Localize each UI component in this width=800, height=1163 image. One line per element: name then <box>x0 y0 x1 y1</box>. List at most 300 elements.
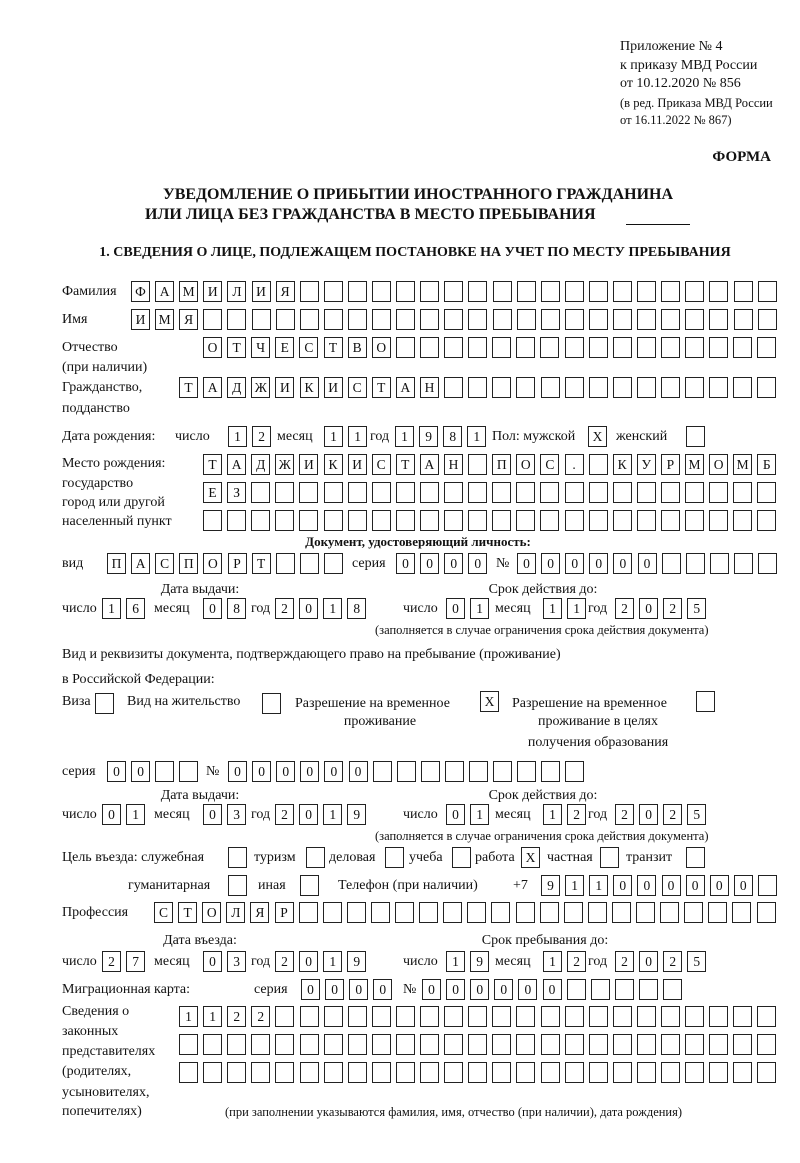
char-box[interactable] <box>639 979 658 1000</box>
char-box[interactable] <box>348 1062 367 1083</box>
char-box[interactable] <box>637 377 656 398</box>
char-box[interactable]: К <box>300 377 319 398</box>
char-box[interactable]: 1 <box>543 804 562 825</box>
char-box[interactable] <box>589 281 608 302</box>
char-box[interactable] <box>709 510 728 531</box>
char-box[interactable]: Е <box>203 482 222 503</box>
char-box[interactable]: 0 <box>710 875 729 896</box>
char-box[interactable]: 1 <box>567 598 586 619</box>
char-box[interactable] <box>444 510 463 531</box>
char-box[interactable] <box>758 875 777 896</box>
char-box[interactable] <box>396 1006 415 1027</box>
char-box[interactable] <box>517 761 536 782</box>
char-box[interactable]: 0 <box>494 979 513 1000</box>
char-box[interactable] <box>372 309 391 330</box>
char-box[interactable]: Л <box>226 902 245 923</box>
char-box[interactable] <box>468 510 487 531</box>
char-box[interactable] <box>637 482 656 503</box>
char-box[interactable] <box>396 510 415 531</box>
char-box[interactable]: 1 <box>565 875 584 896</box>
char-box[interactable] <box>564 902 583 923</box>
char-box[interactable] <box>324 553 343 574</box>
char-box[interactable]: А <box>420 454 439 475</box>
char-box[interactable] <box>324 281 343 302</box>
char-box[interactable]: Е <box>275 337 294 358</box>
char-box[interactable]: 1 <box>446 951 465 972</box>
checkbox[interactable] <box>228 875 247 896</box>
char-box[interactable] <box>709 1034 728 1055</box>
char-box[interactable]: О <box>203 553 222 574</box>
char-box[interactable] <box>663 979 682 1000</box>
char-box[interactable]: 1 <box>470 598 489 619</box>
char-box[interactable]: И <box>131 309 150 330</box>
char-box[interactable] <box>468 1034 487 1055</box>
char-box[interactable]: 2 <box>227 1006 246 1027</box>
char-box[interactable]: 0 <box>300 761 319 782</box>
char-box[interactable] <box>565 1034 584 1055</box>
char-box[interactable] <box>637 1062 656 1083</box>
char-box[interactable]: 0 <box>102 804 121 825</box>
char-box[interactable] <box>324 482 343 503</box>
char-box[interactable]: 1 <box>323 598 342 619</box>
char-box[interactable]: Т <box>396 454 415 475</box>
char-box[interactable]: . <box>565 454 584 475</box>
char-box[interactable]: Ж <box>275 454 294 475</box>
char-box[interactable] <box>637 337 656 358</box>
char-box[interactable]: 2 <box>663 598 682 619</box>
char-box[interactable] <box>758 281 777 302</box>
char-box[interactable]: 0 <box>446 598 465 619</box>
char-box[interactable]: 0 <box>639 951 658 972</box>
char-box[interactable]: И <box>348 454 367 475</box>
char-box[interactable] <box>397 761 416 782</box>
char-box[interactable] <box>660 902 679 923</box>
char-box[interactable]: М <box>155 309 174 330</box>
char-box[interactable] <box>709 377 728 398</box>
char-box[interactable]: 0 <box>349 761 368 782</box>
char-box[interactable] <box>372 510 391 531</box>
char-box[interactable] <box>300 309 319 330</box>
char-box[interactable]: О <box>709 454 728 475</box>
char-box[interactable] <box>733 1034 752 1055</box>
char-box[interactable]: Н <box>444 454 463 475</box>
char-box[interactable]: 0 <box>324 761 343 782</box>
char-box[interactable] <box>613 482 632 503</box>
char-box[interactable] <box>396 1034 415 1055</box>
char-box[interactable]: 3 <box>227 951 246 972</box>
char-box[interactable]: 8 <box>347 598 366 619</box>
char-box[interactable] <box>203 1062 222 1083</box>
char-box[interactable]: А <box>203 377 222 398</box>
char-box[interactable]: 7 <box>126 951 145 972</box>
checkbox[interactable]: X <box>588 426 607 447</box>
char-box[interactable] <box>468 482 487 503</box>
char-box[interactable] <box>445 761 464 782</box>
char-box[interactable] <box>613 281 632 302</box>
char-box[interactable]: 1 <box>102 598 121 619</box>
char-box[interactable] <box>179 1062 198 1083</box>
char-box[interactable] <box>492 337 511 358</box>
char-box[interactable] <box>323 902 342 923</box>
char-box[interactable] <box>757 377 776 398</box>
char-box[interactable] <box>300 1034 319 1055</box>
char-box[interactable] <box>591 979 610 1000</box>
char-box[interactable] <box>299 902 318 923</box>
char-box[interactable]: С <box>155 553 174 574</box>
char-box[interactable] <box>372 281 391 302</box>
char-box[interactable]: И <box>324 377 343 398</box>
char-box[interactable]: 2 <box>615 598 634 619</box>
char-box[interactable]: 0 <box>301 979 320 1000</box>
char-box[interactable]: 0 <box>470 979 489 1000</box>
char-box[interactable] <box>444 309 463 330</box>
char-box[interactable] <box>661 510 680 531</box>
char-box[interactable] <box>636 902 655 923</box>
checkbox[interactable] <box>686 426 705 447</box>
char-box[interactable] <box>373 761 392 782</box>
char-box[interactable] <box>444 281 463 302</box>
char-box[interactable]: О <box>372 337 391 358</box>
char-box[interactable] <box>734 553 753 574</box>
char-box[interactable] <box>419 902 438 923</box>
char-box[interactable]: 2 <box>663 804 682 825</box>
char-box[interactable]: Б <box>757 454 776 475</box>
char-box[interactable] <box>709 1006 728 1027</box>
char-box[interactable] <box>420 281 439 302</box>
checkbox[interactable] <box>686 847 705 868</box>
char-box[interactable] <box>613 1062 632 1083</box>
char-box[interactable] <box>589 1034 608 1055</box>
char-box[interactable]: Ф <box>131 281 150 302</box>
checkbox[interactable] <box>95 693 114 714</box>
char-box[interactable]: 1 <box>543 598 562 619</box>
char-box[interactable]: И <box>299 454 318 475</box>
char-box[interactable]: А <box>131 553 150 574</box>
char-box[interactable]: 0 <box>373 979 392 1000</box>
char-box[interactable] <box>637 309 656 330</box>
char-box[interactable] <box>540 510 559 531</box>
char-box[interactable] <box>276 309 295 330</box>
char-box[interactable] <box>468 337 487 358</box>
char-box[interactable] <box>661 482 680 503</box>
char-box[interactable] <box>709 309 728 330</box>
char-box[interactable]: И <box>252 281 271 302</box>
char-box[interactable]: 2 <box>615 804 634 825</box>
char-box[interactable] <box>275 1062 294 1083</box>
checkbox[interactable]: X <box>480 691 499 712</box>
char-box[interactable] <box>276 553 295 574</box>
char-box[interactable] <box>516 902 535 923</box>
char-box[interactable]: П <box>107 553 126 574</box>
char-box[interactable] <box>252 309 271 330</box>
char-box[interactable]: 1 <box>323 804 342 825</box>
char-box[interactable] <box>565 1062 584 1083</box>
char-box[interactable] <box>420 510 439 531</box>
char-box[interactable] <box>733 1062 752 1083</box>
char-box[interactable] <box>179 761 198 782</box>
char-box[interactable]: 0 <box>299 804 318 825</box>
char-box[interactable] <box>493 281 512 302</box>
char-box[interactable]: С <box>299 337 318 358</box>
char-box[interactable] <box>613 510 632 531</box>
char-box[interactable] <box>732 902 751 923</box>
char-box[interactable]: Д <box>227 377 246 398</box>
place-of-stay-blank[interactable] <box>626 224 690 225</box>
char-box[interactable]: Т <box>227 337 246 358</box>
char-box[interactable] <box>324 1034 343 1055</box>
char-box[interactable] <box>492 1006 511 1027</box>
char-box[interactable] <box>324 1062 343 1083</box>
char-box[interactable]: 0 <box>422 979 441 1000</box>
char-box[interactable] <box>710 553 729 574</box>
char-box[interactable]: 8 <box>443 426 462 447</box>
char-box[interactable] <box>324 1006 343 1027</box>
char-box[interactable] <box>612 902 631 923</box>
char-box[interactable] <box>757 1062 776 1083</box>
char-box[interactable] <box>371 902 390 923</box>
char-box[interactable] <box>757 510 776 531</box>
char-box[interactable]: 1 <box>395 426 414 447</box>
char-box[interactable] <box>685 309 704 330</box>
char-box[interactable]: 1 <box>228 426 247 447</box>
char-box[interactable] <box>757 1006 776 1027</box>
char-box[interactable]: Р <box>275 902 294 923</box>
char-box[interactable]: 9 <box>347 951 366 972</box>
char-box[interactable] <box>516 1006 535 1027</box>
char-box[interactable] <box>421 761 440 782</box>
char-box[interactable] <box>444 1062 463 1083</box>
char-box[interactable] <box>203 1034 222 1055</box>
char-box[interactable]: М <box>179 281 198 302</box>
char-box[interactable]: П <box>179 553 198 574</box>
char-box[interactable]: 0 <box>131 761 150 782</box>
char-box[interactable]: 9 <box>541 875 560 896</box>
char-box[interactable]: А <box>227 454 246 475</box>
char-box[interactable] <box>541 1006 560 1027</box>
char-box[interactable]: О <box>202 902 221 923</box>
char-box[interactable] <box>444 337 463 358</box>
char-box[interactable]: Ч <box>251 337 270 358</box>
char-box[interactable]: К <box>613 454 632 475</box>
char-box[interactable]: 0 <box>639 598 658 619</box>
char-box[interactable] <box>516 377 535 398</box>
char-box[interactable]: Р <box>661 454 680 475</box>
char-box[interactable] <box>757 482 776 503</box>
char-box[interactable] <box>420 1034 439 1055</box>
char-box[interactable]: Т <box>252 553 271 574</box>
char-box[interactable] <box>613 337 632 358</box>
char-box[interactable] <box>637 510 656 531</box>
char-box[interactable]: 0 <box>107 761 126 782</box>
char-box[interactable]: 2 <box>102 951 121 972</box>
char-box[interactable] <box>685 377 704 398</box>
char-box[interactable] <box>468 281 487 302</box>
char-box[interactable] <box>684 902 703 923</box>
char-box[interactable] <box>589 1006 608 1027</box>
checkbox[interactable] <box>452 847 471 868</box>
char-box[interactable] <box>227 1062 246 1083</box>
char-box[interactable] <box>492 1034 511 1055</box>
char-box[interactable] <box>615 979 634 1000</box>
char-box[interactable]: 2 <box>275 598 294 619</box>
char-box[interactable]: 0 <box>613 875 632 896</box>
char-box[interactable]: М <box>685 454 704 475</box>
char-box[interactable]: 1 <box>348 426 367 447</box>
char-box[interactable]: 2 <box>252 426 271 447</box>
char-box[interactable]: 0 <box>734 875 753 896</box>
char-box[interactable]: 0 <box>518 979 537 1000</box>
char-box[interactable] <box>661 1062 680 1083</box>
char-box[interactable]: 0 <box>228 761 247 782</box>
char-box[interactable] <box>275 510 294 531</box>
char-box[interactable] <box>396 482 415 503</box>
char-box[interactable] <box>300 281 319 302</box>
char-box[interactable] <box>493 309 512 330</box>
char-box[interactable] <box>468 1062 487 1083</box>
char-box[interactable]: А <box>396 377 415 398</box>
char-box[interactable]: 1 <box>467 426 486 447</box>
char-box[interactable] <box>444 1034 463 1055</box>
char-box[interactable] <box>155 761 174 782</box>
char-box[interactable] <box>396 281 415 302</box>
char-box[interactable] <box>492 377 511 398</box>
char-box[interactable] <box>661 309 680 330</box>
char-box[interactable]: 5 <box>687 598 706 619</box>
char-box[interactable]: П <box>492 454 511 475</box>
char-box[interactable]: 0 <box>203 804 222 825</box>
char-box[interactable] <box>491 902 510 923</box>
char-box[interactable] <box>420 482 439 503</box>
char-box[interactable] <box>613 377 632 398</box>
char-box[interactable] <box>757 902 776 923</box>
char-box[interactable] <box>517 281 536 302</box>
char-box[interactable]: Т <box>372 377 391 398</box>
char-box[interactable] <box>516 482 535 503</box>
char-box[interactable] <box>444 1006 463 1027</box>
char-box[interactable] <box>613 309 632 330</box>
char-box[interactable] <box>420 1062 439 1083</box>
char-box[interactable] <box>540 337 559 358</box>
char-box[interactable] <box>372 1006 391 1027</box>
char-box[interactable] <box>541 1034 560 1055</box>
char-box[interactable]: Т <box>178 902 197 923</box>
char-box[interactable] <box>420 309 439 330</box>
char-box[interactable]: 0 <box>396 553 415 574</box>
char-box[interactable] <box>348 1006 367 1027</box>
char-box[interactable] <box>709 1062 728 1083</box>
char-box[interactable]: 0 <box>639 804 658 825</box>
checkbox[interactable] <box>600 847 619 868</box>
char-box[interactable]: О <box>516 454 535 475</box>
char-box[interactable] <box>565 337 584 358</box>
checkbox[interactable]: X <box>521 847 540 868</box>
char-box[interactable] <box>275 482 294 503</box>
char-box[interactable]: 1 <box>543 951 562 972</box>
char-box[interactable] <box>565 281 584 302</box>
char-box[interactable]: 0 <box>565 553 584 574</box>
char-box[interactable] <box>396 309 415 330</box>
char-box[interactable] <box>348 510 367 531</box>
char-box[interactable] <box>661 337 680 358</box>
char-box[interactable] <box>709 337 728 358</box>
char-box[interactable]: 2 <box>251 1006 270 1027</box>
char-box[interactable] <box>300 553 319 574</box>
char-box[interactable] <box>685 281 704 302</box>
char-box[interactable]: С <box>372 454 391 475</box>
char-box[interactable] <box>347 902 366 923</box>
char-box[interactable] <box>662 553 681 574</box>
char-box[interactable] <box>637 281 656 302</box>
char-box[interactable] <box>516 337 535 358</box>
char-box[interactable] <box>348 1034 367 1055</box>
char-box[interactable]: 0 <box>203 598 222 619</box>
char-box[interactable]: 1 <box>179 1006 198 1027</box>
char-box[interactable]: 0 <box>517 553 536 574</box>
char-box[interactable] <box>758 553 777 574</box>
char-box[interactable] <box>637 1034 656 1055</box>
char-box[interactable] <box>468 1006 487 1027</box>
char-box[interactable] <box>588 902 607 923</box>
char-box[interactable]: Т <box>324 337 343 358</box>
char-box[interactable]: 3 <box>227 804 246 825</box>
char-box[interactable]: 9 <box>419 426 438 447</box>
char-box[interactable] <box>757 337 776 358</box>
char-box[interactable] <box>348 482 367 503</box>
char-box[interactable]: 1 <box>126 804 145 825</box>
char-box[interactable] <box>348 281 367 302</box>
char-box[interactable] <box>492 510 511 531</box>
char-box[interactable] <box>567 979 586 1000</box>
char-box[interactable] <box>492 1062 511 1083</box>
char-box[interactable]: А <box>155 281 174 302</box>
char-box[interactable]: 0 <box>252 761 271 782</box>
char-box[interactable] <box>300 1006 319 1027</box>
char-box[interactable] <box>685 482 704 503</box>
char-box[interactable] <box>251 1034 270 1055</box>
char-box[interactable]: М <box>733 454 752 475</box>
char-box[interactable] <box>758 309 777 330</box>
char-box[interactable] <box>468 377 487 398</box>
char-box[interactable]: 0 <box>446 804 465 825</box>
char-box[interactable] <box>589 337 608 358</box>
char-box[interactable]: 0 <box>349 979 368 1000</box>
char-box[interactable] <box>540 902 559 923</box>
checkbox[interactable] <box>228 847 247 868</box>
char-box[interactable] <box>300 1062 319 1083</box>
char-box[interactable]: С <box>540 454 559 475</box>
char-box[interactable] <box>444 377 463 398</box>
char-box[interactable]: 0 <box>662 875 681 896</box>
char-box[interactable]: 1 <box>589 875 608 896</box>
char-box[interactable] <box>589 510 608 531</box>
char-box[interactable] <box>324 309 343 330</box>
char-box[interactable]: 0 <box>444 553 463 574</box>
checkbox[interactable] <box>306 847 325 868</box>
char-box[interactable] <box>685 510 704 531</box>
char-box[interactable] <box>733 337 752 358</box>
char-box[interactable] <box>372 482 391 503</box>
char-box[interactable] <box>541 281 560 302</box>
char-box[interactable] <box>733 1006 752 1027</box>
char-box[interactable]: 0 <box>541 553 560 574</box>
char-box[interactable] <box>661 1034 680 1055</box>
char-box[interactable]: З <box>227 482 246 503</box>
char-box[interactable]: 0 <box>686 875 705 896</box>
char-box[interactable]: 0 <box>325 979 344 1000</box>
char-box[interactable] <box>372 1034 391 1055</box>
char-box[interactable] <box>516 1034 535 1055</box>
char-box[interactable]: 0 <box>543 979 562 1000</box>
